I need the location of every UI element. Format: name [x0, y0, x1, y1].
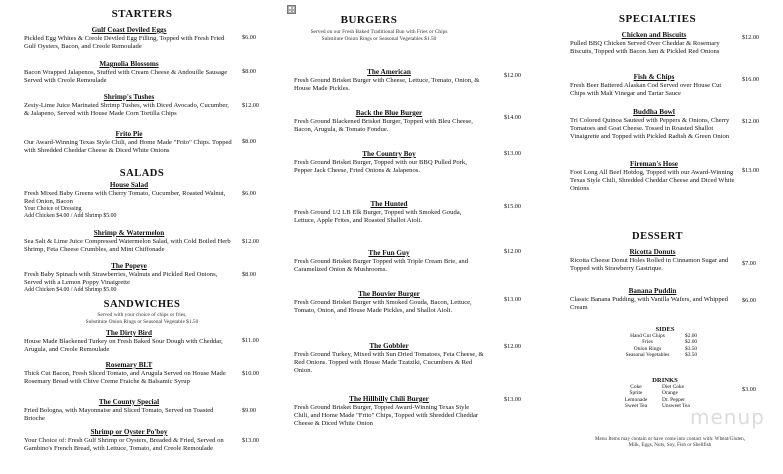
- specialty-item: [570, 31, 738, 56]
- burger-item: [294, 150, 484, 175]
- side-name: Seasonal Vegetables: [625, 351, 670, 358]
- item-price: $12.00: [742, 118, 760, 125]
- drinks-price: $3.00: [742, 386, 756, 393]
- specialties-title: SPECIALTIES: [618, 13, 697, 25]
- drink-name: Orange: [662, 390, 678, 397]
- item-price: $8.00: [242, 271, 256, 278]
- item-description: Classic Banana Pudding, with Vanilla Wafers, and Whipped Cream: [570, 296, 728, 312]
- item-price: $12.00: [504, 248, 522, 255]
- specialty-item: [570, 160, 738, 193]
- item-description: Fresh Ground Blackened Brisket Burger, Topped with Bleu Cheese, Bacon, Arugula, & Tomato Fondue.: [294, 118, 473, 134]
- item-price: $7.00: [742, 260, 756, 267]
- item-extra: Add Chicken $4.00 / Add Shrimp $5.00: [24, 287, 117, 294]
- item-price: $16.00: [742, 76, 760, 83]
- item-price: $13.00: [504, 150, 522, 157]
- item-description: Pickled Egg Whites & Creole Deviled Egg Filling, Topped with Fresh Fried Gulf Oysters, Bacon, and Creole Remoulade: [24, 35, 225, 51]
- salad-item: [24, 262, 234, 294]
- item-name: Ricotta Donuts: [629, 248, 676, 256]
- item-extra: Add Chicken $4.00 / Add Shrimp $5.00: [24, 213, 117, 220]
- item-price: $12.00: [242, 102, 260, 109]
- item-description: Fresh Mixed Baby Greens with Cherry Tomato, Cucumber, Roasted Walnut, Red Onion, Bacon: [24, 190, 226, 206]
- item-description: Fresh Ground Brisket Burger, Topped with our BBQ Pulled Pork, Pepper Jack Cheese, Fried Onions & Jalapenos.: [294, 159, 467, 175]
- item-price: $12.00: [504, 72, 522, 79]
- burger-item: [294, 109, 484, 134]
- item-name: The Popeye: [111, 262, 147, 270]
- note-line: Substitute Onion Rings or Seasonal Vegetable $1.50: [85, 318, 199, 325]
- burger-item: [294, 290, 484, 315]
- starter-item: [24, 60, 234, 85]
- note-line: Substitute Onion Rings or Seasonal Vegetables $1.50: [321, 35, 437, 42]
- sandwich-item: [24, 329, 234, 354]
- item-name: Back the Blue Burger: [355, 109, 423, 117]
- item-name: Rosemary BLT: [105, 361, 153, 369]
- item-name: The Fun Guy: [368, 249, 410, 257]
- sides-title: SIDES: [655, 326, 675, 333]
- item-name: The Dirty Bird: [106, 329, 152, 337]
- burger-item: [294, 249, 484, 274]
- side-price: $3.50: [685, 351, 698, 358]
- item-description: Fresh Ground Brisket Burger with Cheese, Lettuce, Tomato, Onion, & House Made Pickles.: [294, 77, 480, 93]
- item-name: The American: [367, 68, 411, 76]
- starters-title: STARTERS: [111, 8, 173, 20]
- specialty-item: [570, 108, 738, 141]
- expand-grid-icon[interactable]: [287, 5, 296, 14]
- burger-item: [294, 342, 484, 375]
- starter-item: [24, 130, 234, 155]
- sides-section: [610, 326, 720, 358]
- dessert-item: [570, 287, 735, 312]
- item-description: Ricotta Cheese Donut Holes Rolled in Cinnamon Sugar and Topped with Strawberry Gastrique.: [570, 257, 729, 273]
- item-name: The County Special: [98, 398, 160, 406]
- item-name: Fish & Chips: [633, 73, 675, 81]
- item-description: House Made Blackened Turkey on Fresh Baked Sour Dough with Cheddar, Arugula, and Creole Remoulade: [24, 338, 223, 354]
- starter-item: [24, 93, 234, 118]
- item-name: Buddha Bowl: [633, 108, 675, 116]
- burger-item: [294, 68, 484, 93]
- sandwiches-title: SANDWICHES: [103, 299, 181, 310]
- drink-name: Diet Coke: [662, 384, 685, 390]
- item-name: Shrimp's Tushes: [103, 93, 155, 101]
- item-description: Fresh Ground Brisket Burger Topped with Triple Cream Brie, and Caramelized Onion & Mushrooms.: [294, 258, 469, 274]
- item-description: Sea Salt & Lime Juice Compressed Watermelon Salad, with Cold Boiled Herb Shrimp, Feta Cheese Crumbles, and Mint Chiffonade: [24, 238, 231, 254]
- side-price: $2.00: [685, 333, 698, 339]
- drink-name: Sweet Tea: [624, 402, 648, 409]
- salads-title: SALADS: [119, 168, 165, 179]
- item-price: $13.00: [504, 396, 522, 403]
- item-price: $13.00: [242, 437, 260, 444]
- item-description: Zesty-Lime Juice Marinated Shrimp Tushes, with Diced Avocado, Cucumber, & Jalapeno, Served with House Made Corn Tortilla Chips: [24, 102, 229, 118]
- item-name: Frito Pie: [115, 130, 143, 138]
- salad-item: [24, 181, 234, 220]
- item-description: Our Award-Winning Texas Style Chili, and Home Made "Frito" Chips. Topped with Shredded Cheddar Cheese & Diced White Onions: [24, 139, 232, 155]
- burgers-note: [294, 29, 464, 42]
- item-price: $6.00: [242, 190, 256, 197]
- item-price: $6.00: [242, 34, 256, 41]
- item-description: Fresh Baby Spinach with Strawberries, Walnuts and Pickled Red Onions, Served with a Lemon Poppy Vinaigrette: [24, 271, 218, 287]
- item-description: Your Choice of: Fresh Gulf Shrimp or Oysters, Breaded & Fried, Served on Gambino's French Bread, with Lettuce, Tomato, and Creole Remoulade: [24, 437, 224, 453]
- specialty-item: [570, 73, 738, 98]
- item-description: Pulled BBQ Chicken Served Over Cheddar & Rosemary Biscuits, Topped with Bacon Jam & Pickled Red Onions: [570, 40, 720, 56]
- side-name: Hand Cut Chips: [630, 333, 665, 339]
- item-price: $12.00: [504, 343, 522, 350]
- item-description: Fried Bologna, with Mayonnaise and Sliced Tomato, Served on Toasted Brioche: [24, 407, 214, 423]
- allergen-note: Menu Items may contain or have come into contact with: Wheat/Gluten, Milk, Eggs, Nuts, Soy, Fish or Shellfish: [594, 436, 746, 449]
- item-price: $9.00: [242, 407, 256, 414]
- item-price: $8.00: [242, 138, 256, 145]
- item-price: $14.00: [504, 114, 522, 121]
- item-description: Foot Long All Beef Hotdog, Topped with our Award-Winning Texas Style Chili, Shredded Cheddar Cheese and Diced White Onions: [570, 169, 735, 193]
- dessert-item: [570, 248, 735, 273]
- item-name: Shrimp & Watermelon: [93, 229, 165, 237]
- side-name: Fries: [642, 339, 653, 346]
- item-name: Chicken and Biscuits: [621, 31, 687, 39]
- item-price: $6.00: [742, 297, 756, 304]
- item-name: The Bouvier Burger: [358, 290, 420, 298]
- item-price: $12.00: [242, 238, 260, 245]
- dessert-title: DESSERT: [632, 231, 683, 242]
- item-name: Shrimp or Oyster Po'boy: [90, 428, 168, 436]
- burger-item: [294, 200, 484, 225]
- note-line: Served on our Fresh Baked Traditional Bun with Fries or Chips: [310, 29, 448, 35]
- item-description: Fresh Ground 1/2 LB Elk Burger, Topped with Smoked Gouda, Lettuce, Apple Frites, and Roasted Shallot Aioli.: [294, 209, 462, 225]
- starter-item: [24, 26, 234, 51]
- item-name: The Country Boy: [362, 150, 416, 158]
- drink-name: Unsweet Tea: [662, 402, 690, 409]
- item-name: The Hillbilly Chili Burger: [349, 395, 429, 403]
- item-description: Thick Cut Bacon, Fresh Sliced Tomato, and Arugula Served on House Made Rosemary Bread with Chive Creme Fraiche & Balsamic Syrup: [24, 370, 226, 386]
- item-name: House Salad: [109, 181, 149, 189]
- drink-name: Coke: [630, 384, 642, 390]
- burgers-title: BURGERS: [340, 14, 398, 26]
- item-name: The Hunted: [370, 200, 408, 208]
- note-line: Served with your choice of chips or fries,: [97, 312, 187, 318]
- item-description: Bacon Wrapped Jalapenos, Stuffed with Cream Cheese & Andouille Sausage Served with Creole Remoulade: [24, 69, 228, 85]
- side-price: $2.00: [685, 339, 698, 346]
- item-name: Banana Puddin: [628, 287, 677, 295]
- drink-name: Lemonade: [624, 396, 648, 403]
- item-price: $13.00: [504, 296, 522, 303]
- side-price: $3.50: [685, 345, 698, 352]
- sandwiches-note: [24, 312, 260, 325]
- item-description: Tri Colored Quinoa Sauteed with Peppers & Onions, Cherry Tomatoes and Goat Cheese. Tossed in Roasted Shallot Vinaigrette and Topped with Pickled Radish & Green Onion: [570, 117, 730, 141]
- item-description: Fresh Beer Battered Alaskan Cod Served over House Cut Chips with Malt Vinegar and Tartar Sauce: [570, 82, 722, 98]
- item-price: $8.00: [242, 68, 256, 75]
- item-name: Gulf Coast Deviled Eggs: [91, 26, 167, 34]
- item-price: $11.00: [242, 337, 259, 344]
- item-price: $10.00: [242, 370, 260, 377]
- item-name: The Gobbler: [369, 342, 409, 350]
- item-description: Fresh Ground Turkey, Mixed with Sun Dried Tomatoes, Feta Cheese, & Red Onions. Topped with House Made Tzatziki, Cucumbers & Red Onion.: [294, 351, 484, 375]
- salad-item: [24, 229, 234, 254]
- side-name: Onion Rings: [633, 345, 662, 352]
- item-price: $13.00: [742, 167, 760, 174]
- item-price: $12.00: [742, 34, 760, 41]
- drink-name: Sprite: [629, 390, 643, 397]
- item-name: Fireman's Hose: [630, 160, 678, 168]
- item-extra: Your Choice of Dressing: [24, 206, 82, 213]
- watermark-text: menup: [690, 405, 765, 429]
- item-price: $15.00: [504, 203, 522, 210]
- burger-item: [294, 395, 484, 428]
- side-row: [610, 352, 720, 358]
- sandwich-item: [24, 428, 234, 453]
- sandwich-item: [24, 398, 234, 423]
- drink-name: Dr. Pepper: [662, 396, 686, 403]
- item-name: Magnolia Blossoms: [99, 60, 159, 68]
- sandwich-item: [24, 361, 234, 386]
- item-description: Fresh Ground Brisket Burger with Smoked Gouda, Bacon, Lettuce, Tomato, Onion, and House Made Pickles, and Shallot Aioli.: [294, 299, 472, 315]
- item-description: Fresh Ground Brisket Burger, Topped Award-Winning Texas Style Chili, and Home Made "Frito" Chips, Topped with Shredded Cheddar Cheese & Diced White Onion: [294, 404, 479, 428]
- drinks-title: DRINKS: [652, 377, 678, 384]
